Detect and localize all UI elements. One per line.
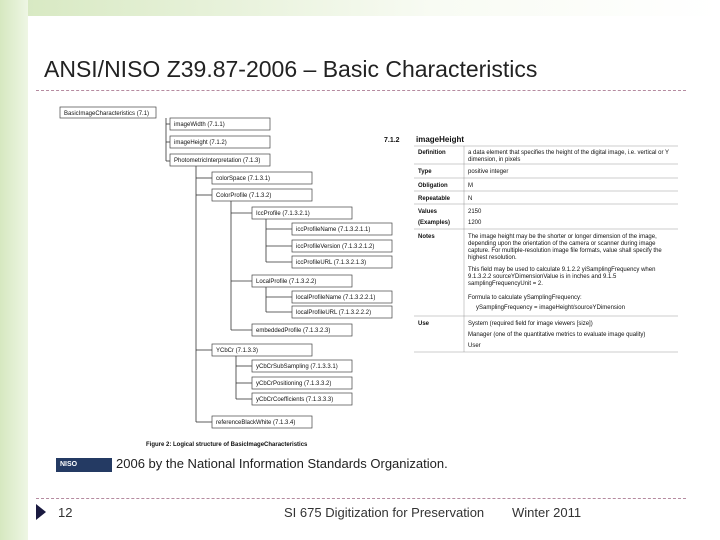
tree-node-label: imageHeight (7.1.2) [174, 140, 227, 146]
spec-value: samplingFrequencyUnit = 2. [468, 281, 543, 287]
spec-label: Obligation [418, 183, 448, 189]
spec-value: highest resolution. [468, 255, 517, 261]
spec-value: System (required field for image viewers [size]) [468, 321, 593, 327]
tree-node-label: localProfileName (7.1.3.2.2.1) [296, 295, 376, 301]
footer-course: SI 675 Digitization for Preservation [284, 505, 485, 520]
spec-label: Type [418, 169, 432, 175]
spec-value: 9.1.3.2.2 sourceYDimensionValue is in inches and 9.1.5 [468, 274, 617, 280]
spec-label: Notes [418, 234, 435, 240]
tree-node-label: iccProfileURL (7.1.3.2.1.3) [296, 260, 367, 266]
spec-label: Definition [418, 150, 446, 156]
tree-node-label: yCbCrPositioning (7.1.3.3.2) [256, 381, 332, 387]
spec-name: imageHeight [416, 135, 465, 144]
imageheight-spec-table [384, 135, 678, 352]
tree-boxes [60, 107, 392, 428]
spec-value: The image height may be the shorter or longer dimension of the image, [468, 234, 657, 240]
spec-label: Repeatable [418, 196, 451, 202]
tree-node-label: iccProfileVersion (7.1.3.2.1.2) [296, 244, 375, 250]
spec-value: ySamplingFrequency = imageHeight/sourceYDimension [476, 305, 625, 311]
spec-value: 2150 [468, 209, 482, 215]
tree-node-label: localProfileURL (7.1.3.2.2.2) [296, 310, 372, 316]
tree-node-label: colorSpace (7.1.3.1) [216, 176, 271, 182]
tree-node-label: YCbCr (7.1.3.3) [216, 348, 259, 354]
spec-label: Values [418, 209, 438, 215]
slide-title: ANSI/NISO Z39.87-2006 – Basic Characteristics [44, 56, 538, 82]
spec-value: Formula to calculate ySamplingFrequency: [468, 295, 582, 301]
slide-left-band [0, 0, 28, 540]
tree-caption: Figure 2: Logical structure of BasicImageCharacteristics [146, 442, 308, 448]
footer-term: Winter 2011 [512, 505, 582, 520]
tree-node-label: iccProfileName (7.1.3.2.1.1) [296, 227, 371, 233]
spec-value: capture. For multiple-resolution image file formats, value shall specify the [468, 248, 662, 254]
tree-node-label: embeddedProfile (7.1.3.2.3) [256, 328, 331, 334]
tree-node-label: yCbCrSubSampling (7.1.3.3.1) [256, 364, 338, 370]
niso-logo: NISO [56, 458, 112, 472]
spec-value: dimension, in pixels [468, 157, 521, 163]
spec-value: 1200 [468, 220, 482, 226]
logical-structure-tree [60, 107, 392, 448]
spec-value: M [468, 183, 473, 189]
spec-label: (Examples) [418, 220, 451, 226]
spec-label: Use [418, 321, 430, 327]
tree-node-label: ColorProfile (7.1.3.2) [216, 193, 272, 199]
spec-value: This field may be used to calculate 9.1.2.2 yiSamplingFrequency when [468, 267, 656, 273]
spec-value: User [468, 343, 481, 349]
tree-node-label: referenceBlackWhite (7.1.3.4) [216, 420, 296, 426]
figure-canvas [56, 100, 678, 452]
spec-value: Manager (one of the quantitative metrics to evaluate image quality) [468, 332, 646, 338]
standard-figure [56, 100, 678, 452]
copyright-text: 2006 by the National Information Standards Organization. [116, 456, 448, 471]
tree-node-label: LocalProfile (7.1.3.2.2) [256, 279, 317, 285]
slide-number: 12 [58, 505, 73, 520]
tree-node-label: PhotometricInterpretation (7.1.3) [174, 158, 261, 164]
bullet-arrow-icon [36, 504, 46, 520]
title-divider [36, 90, 686, 91]
spec-number: 7.1.2 [384, 137, 400, 144]
spec-value: positive integer [468, 169, 509, 175]
tree-root-label: BasicImageCharacteristics (7.1) [64, 111, 150, 117]
footer-divider [36, 498, 686, 499]
tree-node-label: yCbCrCoefficients (7.1.3.3.3) [256, 397, 334, 403]
spec-value: depending upon the orientation of the camera or scanner during image [468, 241, 656, 247]
slide-top-band [0, 0, 720, 16]
spec-value: N [468, 196, 473, 202]
tree-node-label: IccProfile (7.1.3.2.1) [256, 211, 310, 217]
tree-node-label: imageWidth (7.1.1) [174, 122, 225, 128]
spec-value: a data element that specifies the height of the digital image, i.e. vertical or Y [468, 150, 670, 156]
